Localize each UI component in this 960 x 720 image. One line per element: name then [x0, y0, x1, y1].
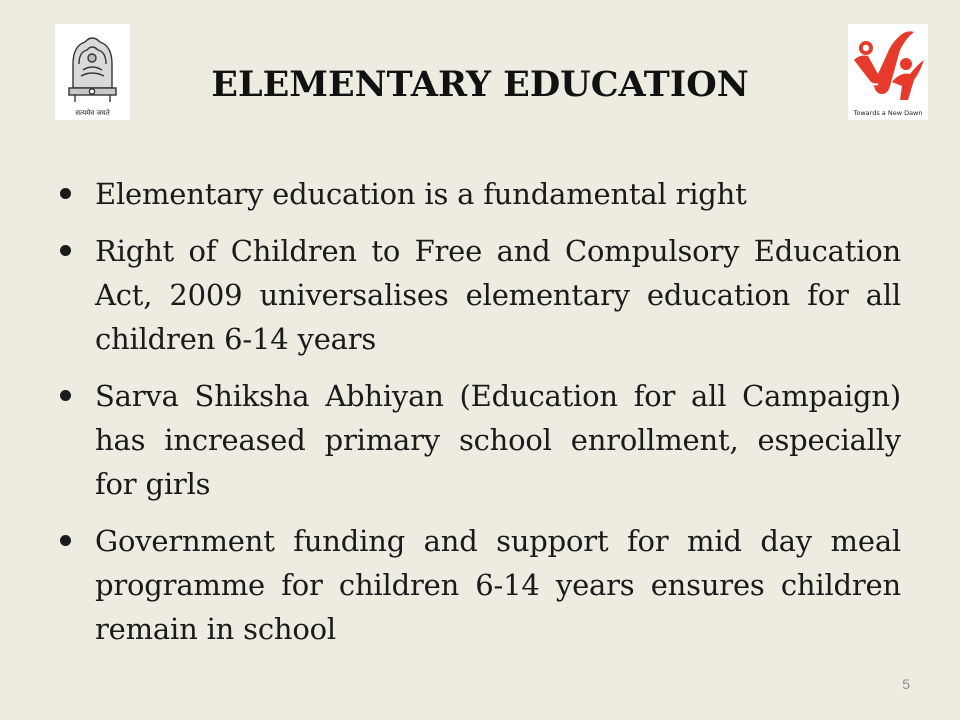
bullet-text: Right of Children to Free and Compulsory Education Act, 2009 universalises elementary education for all children 6-14 years — [95, 234, 901, 356]
bullet-dot-icon — [60, 245, 71, 256]
bullet-dot-icon — [60, 188, 71, 199]
bullet-list — [58, 172, 901, 651]
bullet-dot-icon — [60, 535, 71, 546]
bullet-item — [58, 519, 901, 651]
campaign-logo-caption: Towards a New Dawn — [853, 109, 923, 117]
page-number: 5 — [902, 676, 910, 692]
bullet-item — [58, 374, 901, 506]
emblem-caption: सत्यमेव जयते — [75, 109, 110, 117]
towards-a-new-dawn-logo-icon — [848, 24, 928, 120]
bullet-item — [58, 229, 901, 361]
national-emblem-icon — [55, 24, 130, 120]
bullet-item — [58, 172, 901, 216]
bullet-dot-icon — [60, 390, 71, 401]
bullet-text: Elementary education is a fundamental right — [95, 177, 747, 211]
page-title: ELEMENTARY EDUCATION — [211, 64, 749, 105]
bullet-text: Sarva Shiksha Abhiyan (Education for all Campaign) has increased primary school enrollment, especially for girls — [95, 379, 901, 501]
bullet-text: Government funding and support for mid day meal programme for children 6-14 years ensures children remain in school — [95, 524, 901, 646]
